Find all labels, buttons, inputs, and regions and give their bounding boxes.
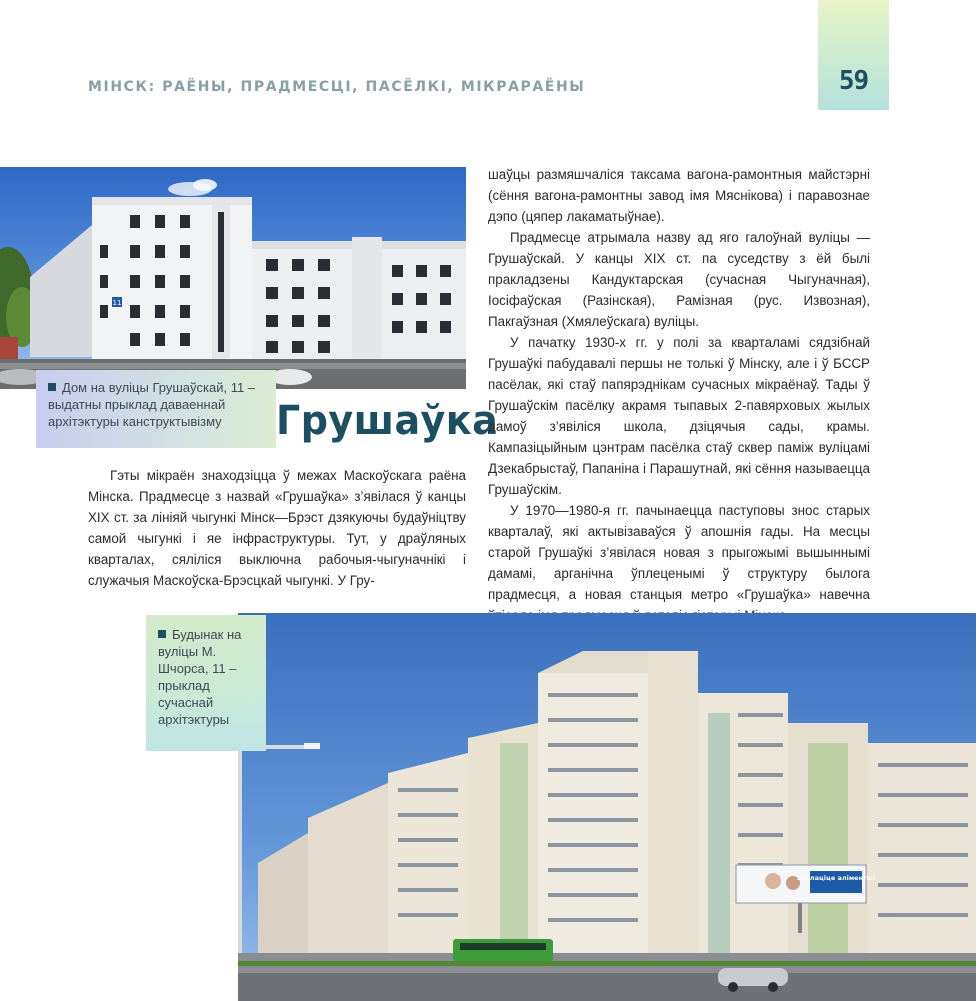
caption-bullet-icon [48,383,56,391]
paragraph: шаўцы размяшчаліся таксама вагона-рамонтныя майстэрні (сёння вагона-рамонтны завод імя Мяснікова) і паравознае дэпо (цяпер лакаматыўнае). [488,167,870,224]
photo-modern-building [238,613,976,1001]
house-number-plate: 11 [112,299,122,307]
text-column-right [488,164,870,626]
caption-text: Дом на вуліцы Грушаўскай, 11 – выдатны прыклад даваеннай архітэктуры канструктывізму [48,380,256,429]
caption-bullet-icon [158,630,166,638]
billboard-text: Заплаціце аліменты! [796,874,876,882]
photo-caption-modern [146,615,266,751]
paragraph: У 1970—1980-я гг. пачынаецца паступовы знос старых кварталаў, які актывізаваўся ў апошнія гады. На месцы старой Грушаўкі з’явілася новая з прыгожымі вышыннымі дамамі, арганічна ўплеценымі ў структуру былога прадмесця, а новая станцыя метро «Грушаўка» навечна [488,503,870,602]
text-column-left [88,465,466,591]
photo-constructivist-building [0,167,466,389]
caption-text: Будынак на вуліцы М. Шчорса, 11 – прыклад сучаснай архітэктуры [158,627,242,727]
paragraph: Прадмесце атрымала назву ад яго галоўнай вуліцы — Грушаўскай. У канцы ХІХ ст. па суседству з ёй былі пракладзены Кандуктарская (сучасная Чыгуначная), Іосіфаўская (Разінская), Рамізная (рус. Извозная), Пакгаўзная (Хмялеўскага) вуліцы. [488,230,870,329]
page-number: 59 [838,66,869,96]
paragraph: У пачатку 1930-х гг. у полі за кварталамі сядзібнай Грушаўкі пабудавалі першы не толькі ў Мінску, але і ў БССР пасёлак, які стаў папярэднікам сучасных мікраёнаў. Тады ў Грушаўскім пасёлку акрамя тыпавых 2-павярховых жылых дамоў з’явіліся школа, дзіцячыя сады, крамы. Кампазіцыйным цэнтрам пасёлка стаў сквер паміж вуліцамі Дзекабрыстаў, Папаніна і Парашутнай, які сёння называецца Грушаўскім. [488,335,870,497]
paragraph: Гэты мікраён знаходзіцца ў межах Маскоўскага раёна Мінска. Прадмесце з назвай «Грушаўка» з’явілася ў канцы ХІХ ст. за лініяй чыгункі Мінск—Брэст дзякуючы будаўніцтву самой чыгункі і яе інфраструктуры. Тут, у драўляных кварталах, сяліліся выключна рабочыя-чыгуначнікі і служачыя Маскоўска-Брэсцкай чыгункі. У Гру- [88,468,466,588]
section-title: Грушаўка [276,398,499,444]
photo-caption-constructivism [36,370,276,448]
page-tab [818,0,889,110]
running-header: МІНСК: РАЁНЫ, ПРАДМЕСЦІ, ПАСЁЛКІ, МІКРАРАЁНЫ [88,79,586,95]
